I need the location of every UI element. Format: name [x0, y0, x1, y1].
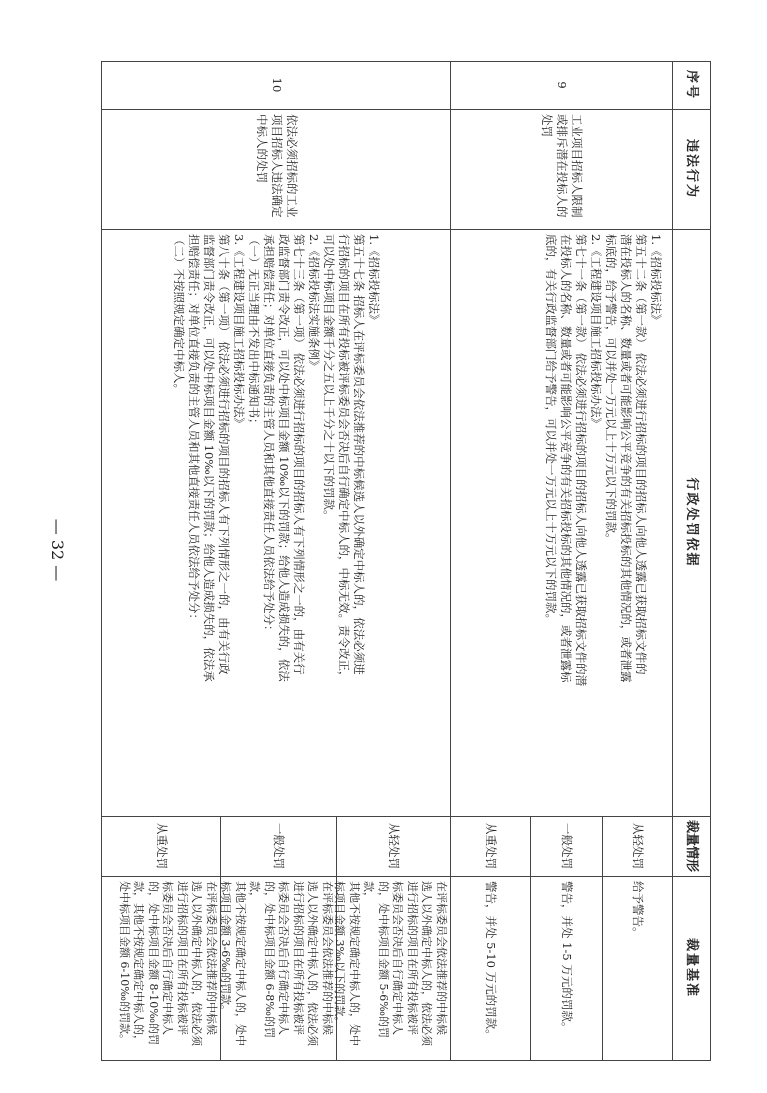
std-line: 款，其他不按规定确定中标人的，: [132, 881, 146, 1046]
row-10-std-light: [333, 876, 451, 1060]
row-9-circ-light: 从轻处罚: [631, 823, 646, 869]
row-10-std-heavy: [102, 876, 221, 1060]
row-9-std-heavy: [451, 876, 531, 1060]
std-line: 其他不按规定确定中标人的，处中: [348, 881, 361, 1046]
basis-line: 3.《工程建设项目施工招标投标办法》: [232, 234, 246, 429]
penalty-table: [101, 61, 711, 1061]
std-line: 进行招标的项目在所有投标被评: [406, 881, 419, 1035]
basis-line: 2.《工程建设项目施工招标投标办法》: [589, 234, 603, 429]
row-9-circ-heavy: 从重处罚: [484, 823, 499, 869]
row-10-basis: [102, 229, 451, 816]
row-9-circ-normal: 一般处罚: [560, 823, 575, 869]
basis-line: 第七十一条（第一款） 依法必须进行招标的项目的招标人向他人透露已获取招标文件的潜: [574, 234, 588, 687]
std-line: 选人以外确定中标人的，依法必须: [306, 881, 320, 1046]
row-10-circ-heavy: 从重处罚: [155, 823, 169, 869]
basis-line: 第五十二条（第一款） 依法必须进行招标的项目的招标人向他人透露已获取招标文件的: [634, 234, 648, 675]
basis-line: （一）无正当理由不发出中标通知书；: [247, 234, 261, 430]
basis-line: 1.《招标投标法》: [649, 234, 663, 326]
std-line: 在评标委员会依法推荐的中标候: [205, 881, 218, 1035]
std-line: 的，处中标项目金额 8-10‰的罚: [147, 881, 160, 1045]
basis-line: 可以处中标项目金额千分之五以上千分之十以下的罚款。: [322, 234, 336, 522]
std-line: 给予警告。: [631, 881, 646, 939]
row-10-no: 10: [270, 77, 284, 93]
std-line: 在评标委员会依法推荐的中标候: [321, 881, 334, 1035]
std-line: 选人以外确定中标人的，依法必须: [420, 881, 434, 1046]
basis-line: 1.《招标投标法》: [367, 234, 381, 326]
basis-line: 标底的，给予警告，可以并处一万元以上十万元以下的罚款。: [604, 234, 618, 545]
basis-line: 在投标人的名称、数量或者可能影响公平竞争的有关招标投标的其他情况的，或者泄露标: [559, 234, 573, 683]
header-no: 序号: [684, 69, 700, 100]
header-basis: 行政处罚依据: [684, 477, 700, 568]
row-10-circ-normal: 一般处罚: [272, 823, 287, 869]
basis-line: 监督部门责令改正，可以处中标项目金额 10‰以下的罚款；给他人造成损失的，依法承: [202, 234, 216, 682]
std-line: 标项目金额 3‰以下的罚款。: [333, 881, 347, 1028]
std-line: 标委员会否决后自行确定中标人: [161, 881, 175, 1035]
basis-line: 第八十条（第一项） 依法必须进行招标的项目的招标人有下列情形之一的，由有关行政: [217, 234, 231, 675]
row-9-std-light: [603, 876, 673, 1060]
row-9-act: [451, 109, 673, 229]
std-line: 标委员会否决后自行确定中标人: [277, 881, 291, 1035]
std-line: 的，处中标项目金额 5-6‰的罚款，: [362, 881, 390, 1038]
header-act: 违法行为: [684, 138, 700, 199]
std-line: 进行招标的项目在所有投标被评: [292, 881, 305, 1035]
basis-line: 行招标的项目在所有投标被评标委员会否决后自行确定中标人的，中标无效。责令改正，: [337, 234, 351, 683]
basis-line: 第五十七条 招标人在评标委员会依法推荐的中标候选人以外确定中标人的，依法必须进: [352, 234, 366, 675]
row-10-std-normal: [221, 876, 337, 1060]
std-line: 进行招标的项目在所有投标被评: [176, 881, 189, 1035]
basis-line: 潜在投标人的名称、数量或者可能影响公平竞争的有关招标投标的其他情况的，或者泄露: [619, 234, 633, 683]
basis-line: 承担赔偿责任；对单位直接负责的主管人员和其他直接责任人员依法给予处分：: [262, 234, 276, 637]
std-line: 选人以外确定中标人的，依法必须: [190, 881, 204, 1046]
std-line: 标委员会否决后自行确定中标人: [391, 881, 405, 1035]
std-line: 在评标委员会依法推荐的中标候: [435, 881, 448, 1035]
basis-line: 担赔偿责任；对单位直接负责的主管人员和其他直接责任人员依法给予处分：: [187, 234, 201, 625]
std-line: 处中标项目金额 6-10‰的罚款。: [118, 881, 131, 1045]
std-line: 警告，并处 1-5 万元的罚款。: [560, 881, 575, 1034]
row-9-basis: [451, 229, 673, 816]
basis-line: 底的，有关行政监督部门给予警告，可以并处一万元以上十万元以下的罚款。: [544, 234, 558, 625]
basis-line: 政监督部门责令改正，可以处中标项目金额 10‰以下的罚款；给他人造成损失的，依法: [277, 234, 291, 682]
row-9-act-text: 工业项目招标人限制或排斥潜在投标人的处罚: [540, 114, 585, 218]
row-10-circ-light: 从轻处罚: [387, 823, 402, 869]
row-10-act-text: 依法必须招标的工业项目招标人违法确定中标人的处罚: [255, 114, 299, 218]
basis-line: 第七十三条（第一项） 依法必须进行招标的项目的招标人有下列情形之一的，由有关行: [292, 234, 306, 675]
page-number: — 32 —: [48, 518, 67, 582]
basis-line: （二）不按照规定确定中标人。: [172, 234, 186, 395]
header-std: 裁量基准: [684, 937, 700, 998]
std-line: 标项目金额 3-6‰的罚款。: [219, 881, 233, 1016]
header-circ: 裁量情形: [684, 819, 700, 872]
std-line: 其他不按规定确定中标人的，处中: [234, 881, 247, 1046]
row-9-std-normal: [531, 876, 603, 1060]
row-9-no: 9: [555, 81, 570, 89]
std-line: 的，处中标项目金额 6-8‰的罚款，: [248, 881, 276, 1038]
std-line: 警告，并处 5-10 万元的罚款。: [484, 881, 499, 1041]
row-10-act: [102, 109, 451, 229]
basis-line: 2.《招标投标法实施条例》: [307, 234, 321, 372]
